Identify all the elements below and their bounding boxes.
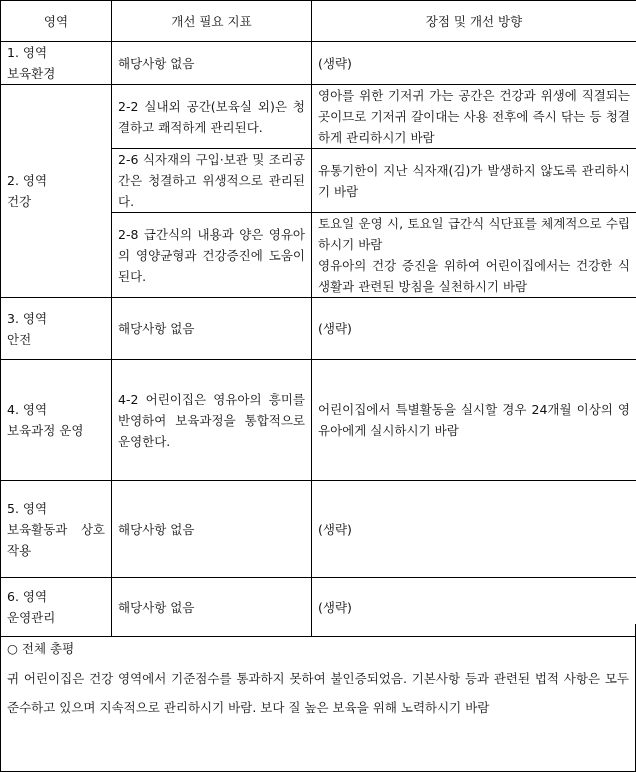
indicator-cell: 해당사항 없음	[112, 481, 312, 578]
direction-cell: (생략)	[312, 298, 636, 360]
direction-cell: (생략)	[312, 578, 636, 637]
table-row	[1, 360, 636, 481]
area-cell: 3. 영역 안전	[1, 298, 112, 360]
area-cell: 5. 영역 보육활동과 상호작용	[1, 481, 112, 578]
area-cell: 4. 영역 보육과정 운영	[1, 360, 112, 481]
header-indicator: 개선 필요 지표	[112, 1, 312, 42]
direction-cell: 토요일 운영 시, 토요일 급간식 식단표를 체계적으로 수립하시기 바람 영유아의 건강 증진을 위하여 어린이집에서는 건강한 식생활과 관련된 방침을 실천하시기 바람	[312, 213, 636, 298]
header-row	[1, 1, 636, 42]
table-row	[1, 481, 636, 578]
direction-cell: (생략)	[312, 42, 636, 85]
indicator-cell: 해당사항 없음	[112, 42, 312, 85]
area-cell: 6. 영역 운영관리	[1, 578, 112, 637]
indicator-cell: 해당사항 없음	[112, 578, 312, 637]
indicator-cell: 해당사항 없음	[112, 298, 312, 360]
table-row	[1, 85, 636, 149]
direction-cell: (생략)	[312, 481, 636, 578]
indicator-cell: 4-2 어린이집은 영유아의 흥미를 반영하여 보육과정을 통합적으로 운영한다.	[112, 360, 312, 481]
summary-body: 귀 어린이집은 건강 영역에서 기준점수를 통과하지 못하여 불인증되었음. 기본사항 등과 관련된 법적 사항은 모두 준수하고 있으며 지속적으로 관리하시기 바람. 보다 질 높은 보육을 위해 노력하시기 바람	[7, 671, 629, 715]
direction-cell: 유통기한이 지난 식자재(김)가 발생하지 않도록 관리하시기 바람	[312, 149, 636, 213]
area-cell: 2. 영역 건강	[1, 85, 112, 298]
direction-cell: 영아를 위한 기저귀 가는 공간은 건강과 위생에 직결되는 곳이므로 기저귀 갈이대는 사용 전후에 즉시 닦는 등 청결하게 관리하시기 바람	[312, 85, 636, 149]
indicator-cell: 2-2 실내외 공간(보육실 외)은 청결하고 쾌적하게 관리된다.	[112, 85, 312, 149]
overall-summary	[0, 624, 636, 772]
summary-title: ○ 전체 총평	[7, 641, 75, 656]
table-row	[1, 42, 636, 85]
header-area: 영역	[1, 1, 112, 42]
indicator-cell: 2-6 식자재의 구입·보관 및 조리공간은 청결하고 위생적으로 관리된다.	[112, 149, 312, 213]
indicator-cell: 2-8 급간식의 내용과 양은 영유아의 영양균형과 건강증진에 도움이 된다.	[112, 213, 312, 298]
header-direction: 장점 및 개선 방향	[312, 1, 636, 42]
area-cell: 1. 영역 보육환경	[1, 42, 112, 85]
direction-cell: 어린이집에서 특별활동을 실시할 경우 24개월 이상의 영유아에게 실시하시기 바람	[312, 360, 636, 481]
table-row	[1, 298, 636, 360]
